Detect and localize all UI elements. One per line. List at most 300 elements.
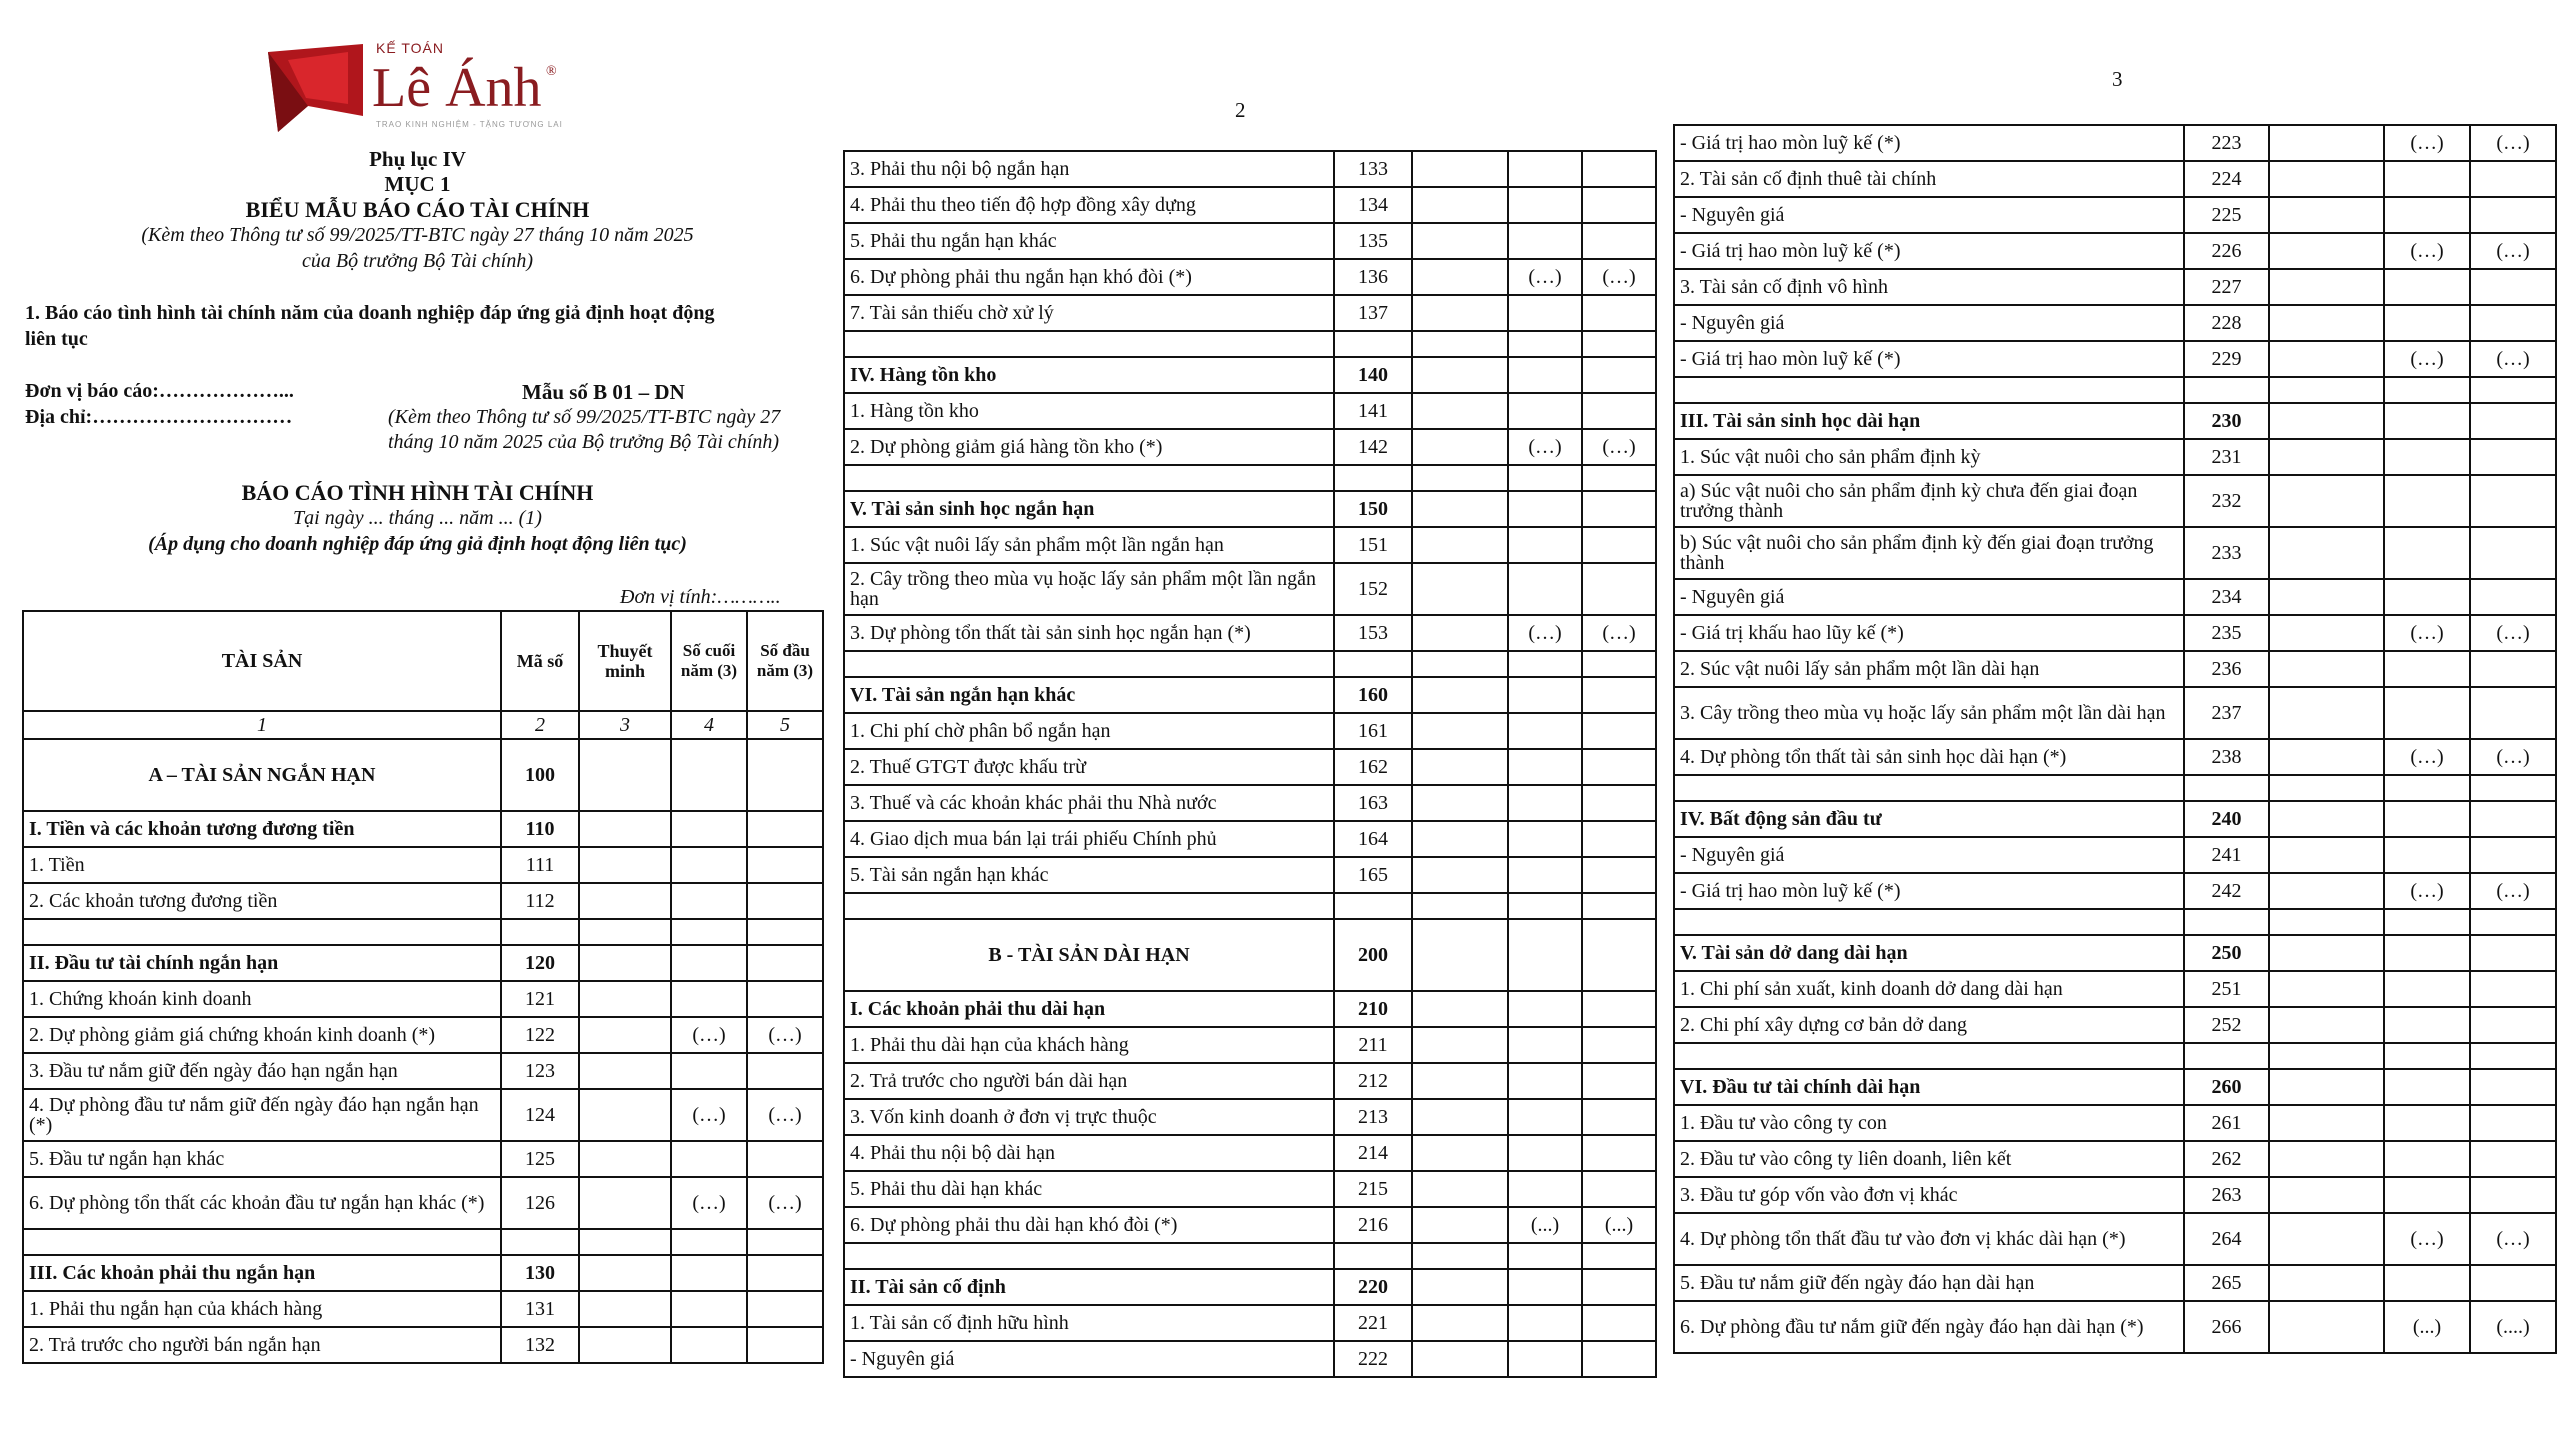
item-code: 111 (501, 847, 579, 883)
header-end-of-year: Số cuối năm (3) (671, 611, 747, 711)
item-label: 2. Các khoản tương đương tiền (23, 883, 501, 919)
item-code: 225 (2184, 197, 2269, 233)
item-code: 234 (2184, 579, 2269, 615)
value-end-of-year (671, 739, 747, 811)
item-note (1412, 651, 1508, 677)
value-end-of-year (2384, 161, 2470, 197)
item-note (2269, 233, 2384, 269)
value-end-of-year (2384, 935, 2470, 971)
table-row (844, 1135, 1656, 1171)
table-row (844, 295, 1656, 331)
currency-unit: Đơn vị tính:……….. (620, 586, 781, 608)
item-note (2269, 1069, 2384, 1105)
table-row (844, 357, 1656, 393)
item-label (844, 1243, 1334, 1269)
value-end-of-year (1508, 527, 1582, 563)
table-row (1674, 651, 2556, 687)
value-end-of-year (1508, 187, 1582, 223)
item-label (1674, 1043, 2184, 1069)
value-beginning-of-year (1582, 1135, 1656, 1171)
item-note (2269, 1007, 2384, 1043)
value-beginning-of-year (2470, 527, 2556, 579)
table-row (23, 919, 823, 945)
item-note (1412, 785, 1508, 821)
item-note (2269, 651, 2384, 687)
item1-line2: liên tục (25, 328, 88, 350)
value-beginning-of-year (1582, 223, 1656, 259)
value-end-of-year (1508, 491, 1582, 527)
table-row (1674, 161, 2556, 197)
item-code: 133 (1334, 151, 1412, 187)
value-beginning-of-year: (…) (2470, 615, 2556, 651)
value-beginning-of-year (2470, 935, 2556, 971)
item-note (1412, 677, 1508, 713)
item-code (501, 919, 579, 945)
value-end-of-year (2384, 971, 2470, 1007)
asset-table-page-3 (1673, 124, 2557, 1354)
table-row (844, 187, 1656, 223)
item-label: 5. Tài sản ngắn hạn khác (844, 857, 1334, 893)
form-code: Mẫu số B 01 – DN (522, 380, 685, 404)
item-note (1412, 1171, 1508, 1207)
item-note (2269, 775, 2384, 801)
item-label: III. Các khoản phải thu ngắn hạn (23, 1255, 501, 1291)
value-end-of-year (1508, 893, 1582, 919)
item-code: 126 (501, 1177, 579, 1229)
item-code: 260 (2184, 1069, 2269, 1105)
item-label: 3. Dự phòng tổn thất tài sản sinh học ngắn hạn (*) (844, 615, 1334, 651)
item-code: 140 (1334, 357, 1412, 393)
item-note (1412, 615, 1508, 651)
item-code: 232 (2184, 475, 2269, 527)
item-label: III. Tài sản sinh học dài hạn (1674, 403, 2184, 439)
item-code: 123 (501, 1053, 579, 1089)
header-assets: TÀI SẢN (23, 611, 501, 711)
column-index: 3 (579, 711, 671, 739)
item-note (1412, 259, 1508, 295)
value-end-of-year (671, 945, 747, 981)
item-note (579, 1017, 671, 1053)
value-beginning-of-year: (…) (2470, 341, 2556, 377)
item-label: 3. Tài sản cố định vô hình (1674, 269, 2184, 305)
value-end-of-year (2384, 439, 2470, 475)
item-code: 100 (501, 739, 579, 811)
company-logo (268, 34, 568, 134)
item-label: 4. Dự phòng đầu tư nắm giữ đến ngày đáo hạn ngắn hạn (*) (23, 1089, 501, 1141)
value-beginning-of-year: (…) (1582, 615, 1656, 651)
item-label: 6. Dự phòng tổn thất các khoản đầu tư ngắn hạn khác (*) (23, 1177, 501, 1229)
item-note (2269, 269, 2384, 305)
item-label: II. Tài sản cố định (844, 1269, 1334, 1305)
value-beginning-of-year (2470, 1141, 2556, 1177)
item-note (2269, 1141, 2384, 1177)
item-code: 151 (1334, 527, 1412, 563)
value-beginning-of-year: (...) (1582, 1207, 1656, 1243)
item-label: 1. Tài sản cố định hữu hình (844, 1305, 1334, 1341)
value-end-of-year: (…) (2384, 125, 2470, 161)
table-row (844, 749, 1656, 785)
table-row (23, 883, 823, 919)
item-label: 1. Phải thu dài hạn của khách hàng (844, 1027, 1334, 1063)
table-row (844, 1027, 1656, 1063)
item-code (1334, 893, 1412, 919)
item-code (1334, 331, 1412, 357)
value-beginning-of-year (1582, 393, 1656, 429)
value-beginning-of-year (2470, 1265, 2556, 1301)
value-end-of-year (671, 919, 747, 945)
value-beginning-of-year (747, 883, 823, 919)
item-label: 5. Phải thu dài hạn khác (844, 1171, 1334, 1207)
item-label: 5. Đầu tư ngắn hạn khác (23, 1141, 501, 1177)
value-end-of-year (1508, 1171, 1582, 1207)
item-note (2269, 837, 2384, 873)
value-beginning-of-year (2470, 1069, 2556, 1105)
item-code: 112 (501, 883, 579, 919)
item-code: 120 (501, 945, 579, 981)
value-end-of-year: (…) (1508, 259, 1582, 295)
item-note (2269, 475, 2384, 527)
item-note (2269, 687, 2384, 739)
item-code: 163 (1334, 785, 1412, 821)
item-note (579, 945, 671, 981)
item-label: 3. Cây trồng theo mùa vụ hoặc lấy sản phẩm một lần dài hạn (1674, 687, 2184, 739)
item-code: 233 (2184, 527, 2269, 579)
value-beginning-of-year (1582, 857, 1656, 893)
table-row (23, 1177, 823, 1229)
table-row (23, 1089, 823, 1141)
value-end-of-year (1508, 1341, 1582, 1377)
value-beginning-of-year (747, 1327, 823, 1363)
item-code (1334, 465, 1412, 491)
item-label: 4. Phải thu theo tiến độ hợp đồng xây dựng (844, 187, 1334, 223)
item-label: 2. Cây trồng theo mùa vụ hoặc lấy sản phẩm một lần ngắn hạn (844, 563, 1334, 615)
table-row (1674, 1213, 2556, 1265)
value-end-of-year: (…) (2384, 233, 2470, 269)
value-beginning-of-year (1582, 919, 1656, 991)
item-label: - Giá trị hao mòn luỹ kế (*) (1674, 873, 2184, 909)
item-note (579, 919, 671, 945)
value-end-of-year (2384, 909, 2470, 935)
logo-small-text: KẾ TOÁN (376, 40, 444, 56)
item-code: 229 (2184, 341, 2269, 377)
item-label (23, 919, 501, 945)
logo-name: Lê Ánh (372, 57, 542, 119)
circular-note-1: (Kèm theo Thông tư số 99/2025/TT-BTC ngày 27 tháng 10 năm 2025 (141, 224, 694, 246)
item-code: 210 (1334, 991, 1412, 1027)
item-code: 240 (2184, 801, 2269, 837)
form-note-2: tháng 10 năm 2025 của Bộ trưởng Bộ Tài chính) (388, 431, 780, 453)
item-note (2269, 1043, 2384, 1069)
circular-note-2: của Bộ trưởng Bộ Tài chính) (301, 250, 533, 272)
table-row (844, 1207, 1656, 1243)
item-note (579, 811, 671, 847)
value-beginning-of-year: (…) (1582, 259, 1656, 295)
value-end-of-year (2384, 527, 2470, 579)
value-end-of-year (671, 847, 747, 883)
date-line: Tại ngày ... tháng ... năm ... (1) (293, 507, 542, 529)
item-note (2269, 909, 2384, 935)
item-label: 6. Dự phòng phải thu ngắn hạn khó đòi (*) (844, 259, 1334, 295)
value-beginning-of-year (747, 945, 823, 981)
item-label: II. Đầu tư tài chính ngắn hạn (23, 945, 501, 981)
item-code: 252 (2184, 1007, 2269, 1043)
value-end-of-year (2384, 837, 2470, 873)
value-end-of-year (1508, 919, 1582, 991)
value-end-of-year (1508, 1135, 1582, 1171)
item-code: 241 (2184, 837, 2269, 873)
value-end-of-year (2384, 269, 2470, 305)
item-label: 2. Tài sản cố định thuê tài chính (1674, 161, 2184, 197)
item-note (1412, 821, 1508, 857)
item-note (2269, 1213, 2384, 1265)
value-end-of-year: (…) (671, 1089, 747, 1141)
value-beginning-of-year: (…) (2470, 233, 2556, 269)
value-beginning-of-year (747, 919, 823, 945)
table-row (844, 1171, 1656, 1207)
item-label: 4. Dự phòng tổn thất đầu tư vào đơn vị khác dài hạn (*) (1674, 1213, 2184, 1265)
table-row (844, 893, 1656, 919)
item-code: 122 (501, 1017, 579, 1053)
value-beginning-of-year: (…) (2470, 1213, 2556, 1265)
value-end-of-year: (…) (2384, 341, 2470, 377)
item-label: - Giá trị hao mòn luỹ kế (*) (1674, 125, 2184, 161)
value-beginning-of-year (2470, 775, 2556, 801)
value-end-of-year (2384, 377, 2470, 403)
value-beginning-of-year: (…) (747, 1017, 823, 1053)
item-label: 3. Vốn kinh doanh ở đơn vị trực thuộc (844, 1099, 1334, 1135)
appendix-title: Phụ lục IV (369, 147, 466, 171)
value-end-of-year (2384, 1265, 2470, 1301)
table-row (23, 1327, 823, 1363)
item-code: 223 (2184, 125, 2269, 161)
item-code (2184, 1043, 2269, 1069)
item-label: I. Tiền và các khoản tương đương tiền (23, 811, 501, 847)
value-beginning-of-year (2470, 197, 2556, 233)
header-note: Thuyết minh (579, 611, 671, 711)
table-row (1674, 739, 2556, 775)
table-row (844, 223, 1656, 259)
value-beginning-of-year: (…) (747, 1177, 823, 1229)
value-end-of-year (2384, 1105, 2470, 1141)
table-row (1674, 1301, 2556, 1353)
table-row (1674, 579, 2556, 615)
value-beginning-of-year (2470, 971, 2556, 1007)
value-end-of-year (1508, 1063, 1582, 1099)
value-end-of-year (1508, 1305, 1582, 1341)
value-beginning-of-year (1582, 677, 1656, 713)
value-beginning-of-year (1582, 1341, 1656, 1377)
value-beginning-of-year (2470, 909, 2556, 935)
value-end-of-year: (…) (671, 1177, 747, 1229)
table-row (1674, 269, 2556, 305)
item-note (579, 883, 671, 919)
value-end-of-year (2384, 1141, 2470, 1177)
item-code: 150 (1334, 491, 1412, 527)
item-label (1674, 775, 2184, 801)
item-code: 125 (501, 1141, 579, 1177)
item-code: 136 (1334, 259, 1412, 295)
value-beginning-of-year (1582, 295, 1656, 331)
value-end-of-year (2384, 801, 2470, 837)
item-note (1412, 1063, 1508, 1099)
value-beginning-of-year (2470, 305, 2556, 341)
item-label: - Nguyên giá (844, 1341, 1334, 1377)
value-end-of-year (1508, 677, 1582, 713)
value-beginning-of-year (747, 1291, 823, 1327)
value-beginning-of-year (1582, 713, 1656, 749)
table-row (1674, 837, 2556, 873)
table-row (844, 857, 1656, 893)
item-label: a) Súc vật nuôi cho sản phẩm định kỳ chưa đến giai đoạn trưởng thành (1674, 475, 2184, 527)
item-code: 121 (501, 981, 579, 1017)
logo-flag-icon (268, 44, 363, 132)
item-label: 2. Trả trước cho người bán ngắn hạn (23, 1327, 501, 1363)
item-note (1412, 857, 1508, 893)
value-beginning-of-year (2470, 687, 2556, 739)
item-code: 134 (1334, 187, 1412, 223)
table-row (1674, 1141, 2556, 1177)
item-note (1412, 1243, 1508, 1269)
item-code: 141 (1334, 393, 1412, 429)
item-note (2269, 1265, 2384, 1301)
header-code: Mã số (501, 611, 579, 711)
table-row (844, 651, 1656, 677)
item-code: 161 (1334, 713, 1412, 749)
table-row (1674, 1105, 2556, 1141)
value-beginning-of-year (1582, 527, 1656, 563)
value-beginning-of-year (747, 811, 823, 847)
value-end-of-year (2384, 475, 2470, 527)
value-beginning-of-year (2470, 651, 2556, 687)
item-code: 231 (2184, 439, 2269, 475)
value-beginning-of-year (1582, 1243, 1656, 1269)
value-end-of-year: (…) (2384, 739, 2470, 775)
item-code: 242 (2184, 873, 2269, 909)
value-beginning-of-year (1582, 465, 1656, 491)
value-beginning-of-year (1582, 893, 1656, 919)
item-code: 227 (2184, 269, 2269, 305)
item-code: 228 (2184, 305, 2269, 341)
item-code: 238 (2184, 739, 2269, 775)
value-end-of-year (1508, 651, 1582, 677)
item-code: 235 (2184, 615, 2269, 651)
item-label: V. Tài sản dở dang dài hạn (1674, 935, 2184, 971)
value-end-of-year (671, 1229, 747, 1255)
item-code: 226 (2184, 233, 2269, 269)
item-label: 2. Dự phòng giảm giá hàng tồn kho (*) (844, 429, 1334, 465)
item-label: 6. Dự phòng phải thu dài hạn khó đòi (*) (844, 1207, 1334, 1243)
value-end-of-year (1508, 1099, 1582, 1135)
item-note (1412, 713, 1508, 749)
value-beginning-of-year: (…) (2470, 873, 2556, 909)
value-end-of-year (2384, 197, 2470, 233)
item-note (1412, 465, 1508, 491)
item-note (579, 1229, 671, 1255)
item-note (579, 1089, 671, 1141)
item-code: 266 (2184, 1301, 2269, 1353)
column-index: 2 (501, 711, 579, 739)
item-note (579, 739, 671, 811)
item-note (579, 1141, 671, 1177)
table-row (844, 527, 1656, 563)
item-code (2184, 377, 2269, 403)
item-code: 230 (2184, 403, 2269, 439)
value-end-of-year (2384, 579, 2470, 615)
value-end-of-year (671, 811, 747, 847)
item-code: 216 (1334, 1207, 1412, 1243)
table-row (844, 1305, 1656, 1341)
item-label: 4. Dự phòng tổn thất tài sản sinh học dài hạn (*) (1674, 739, 2184, 775)
logo-tagline: TRAO KINH NGHIỆM - TẶNG TƯƠNG LAI (376, 120, 563, 129)
item-note (1412, 1099, 1508, 1135)
value-end-of-year: (…) (1508, 615, 1582, 651)
item-code: 131 (501, 1291, 579, 1327)
value-beginning-of-year (2470, 403, 2556, 439)
item-label: 1. Chi phí sản xuất, kinh doanh dở dang dài hạn (1674, 971, 2184, 1007)
item-note (2269, 739, 2384, 775)
value-beginning-of-year: (....) (2470, 1301, 2556, 1353)
form-title: BIỂU MẪU BÁO CÁO TÀI CHÍNH (245, 197, 590, 222)
table-row (1674, 475, 2556, 527)
item-code: 251 (2184, 971, 2269, 1007)
item-note (2269, 971, 2384, 1007)
table-row (23, 847, 823, 883)
report-title: BÁO CÁO TÌNH HÌNH TÀI CHÍNH (241, 480, 594, 505)
item-note (1412, 491, 1508, 527)
value-beginning-of-year (1582, 1027, 1656, 1063)
logo-registered: ® (546, 64, 557, 79)
value-beginning-of-year: (…) (747, 1089, 823, 1141)
item-note (1412, 1135, 1508, 1171)
table-row (1674, 439, 2556, 475)
value-beginning-of-year (2470, 161, 2556, 197)
item-code: 213 (1334, 1099, 1412, 1135)
item-note (1412, 331, 1508, 357)
item-code: 214 (1334, 1135, 1412, 1171)
table-row (844, 1099, 1656, 1135)
item-code: 236 (2184, 651, 2269, 687)
value-beginning-of-year: (…) (2470, 125, 2556, 161)
item-code: 237 (2184, 687, 2269, 739)
item-code: 264 (2184, 1213, 2269, 1265)
item-note (2269, 439, 2384, 475)
item-label (844, 893, 1334, 919)
item-note (2269, 579, 2384, 615)
item-label: 2. Chi phí xây dựng cơ bản dở dang (1674, 1007, 2184, 1043)
item-note (2269, 341, 2384, 377)
form-note-1: (Kèm theo Thông tư số 99/2025/TT-BTC ngày 27 (388, 406, 781, 428)
reporting-unit-label: Đơn vị báo cáo:………………... (25, 380, 294, 402)
value-beginning-of-year (2470, 1043, 2556, 1069)
item-note (1412, 295, 1508, 331)
item-note (2269, 125, 2384, 161)
value-end-of-year (671, 1327, 747, 1363)
value-end-of-year (1508, 991, 1582, 1027)
table-row (23, 1229, 823, 1255)
value-end-of-year: (…) (2384, 1213, 2470, 1265)
item-label (844, 331, 1334, 357)
item-code (2184, 909, 2269, 935)
table-row (844, 151, 1656, 187)
table-row (1674, 305, 2556, 341)
item-note (1412, 1341, 1508, 1377)
item-code: 200 (1334, 919, 1412, 991)
item-label: B - TÀI SẢN DÀI HẠN (844, 919, 1334, 991)
table-row (1674, 873, 2556, 909)
item-label: 1. Tiền (23, 847, 501, 883)
table-row (844, 713, 1656, 749)
item-note (579, 847, 671, 883)
